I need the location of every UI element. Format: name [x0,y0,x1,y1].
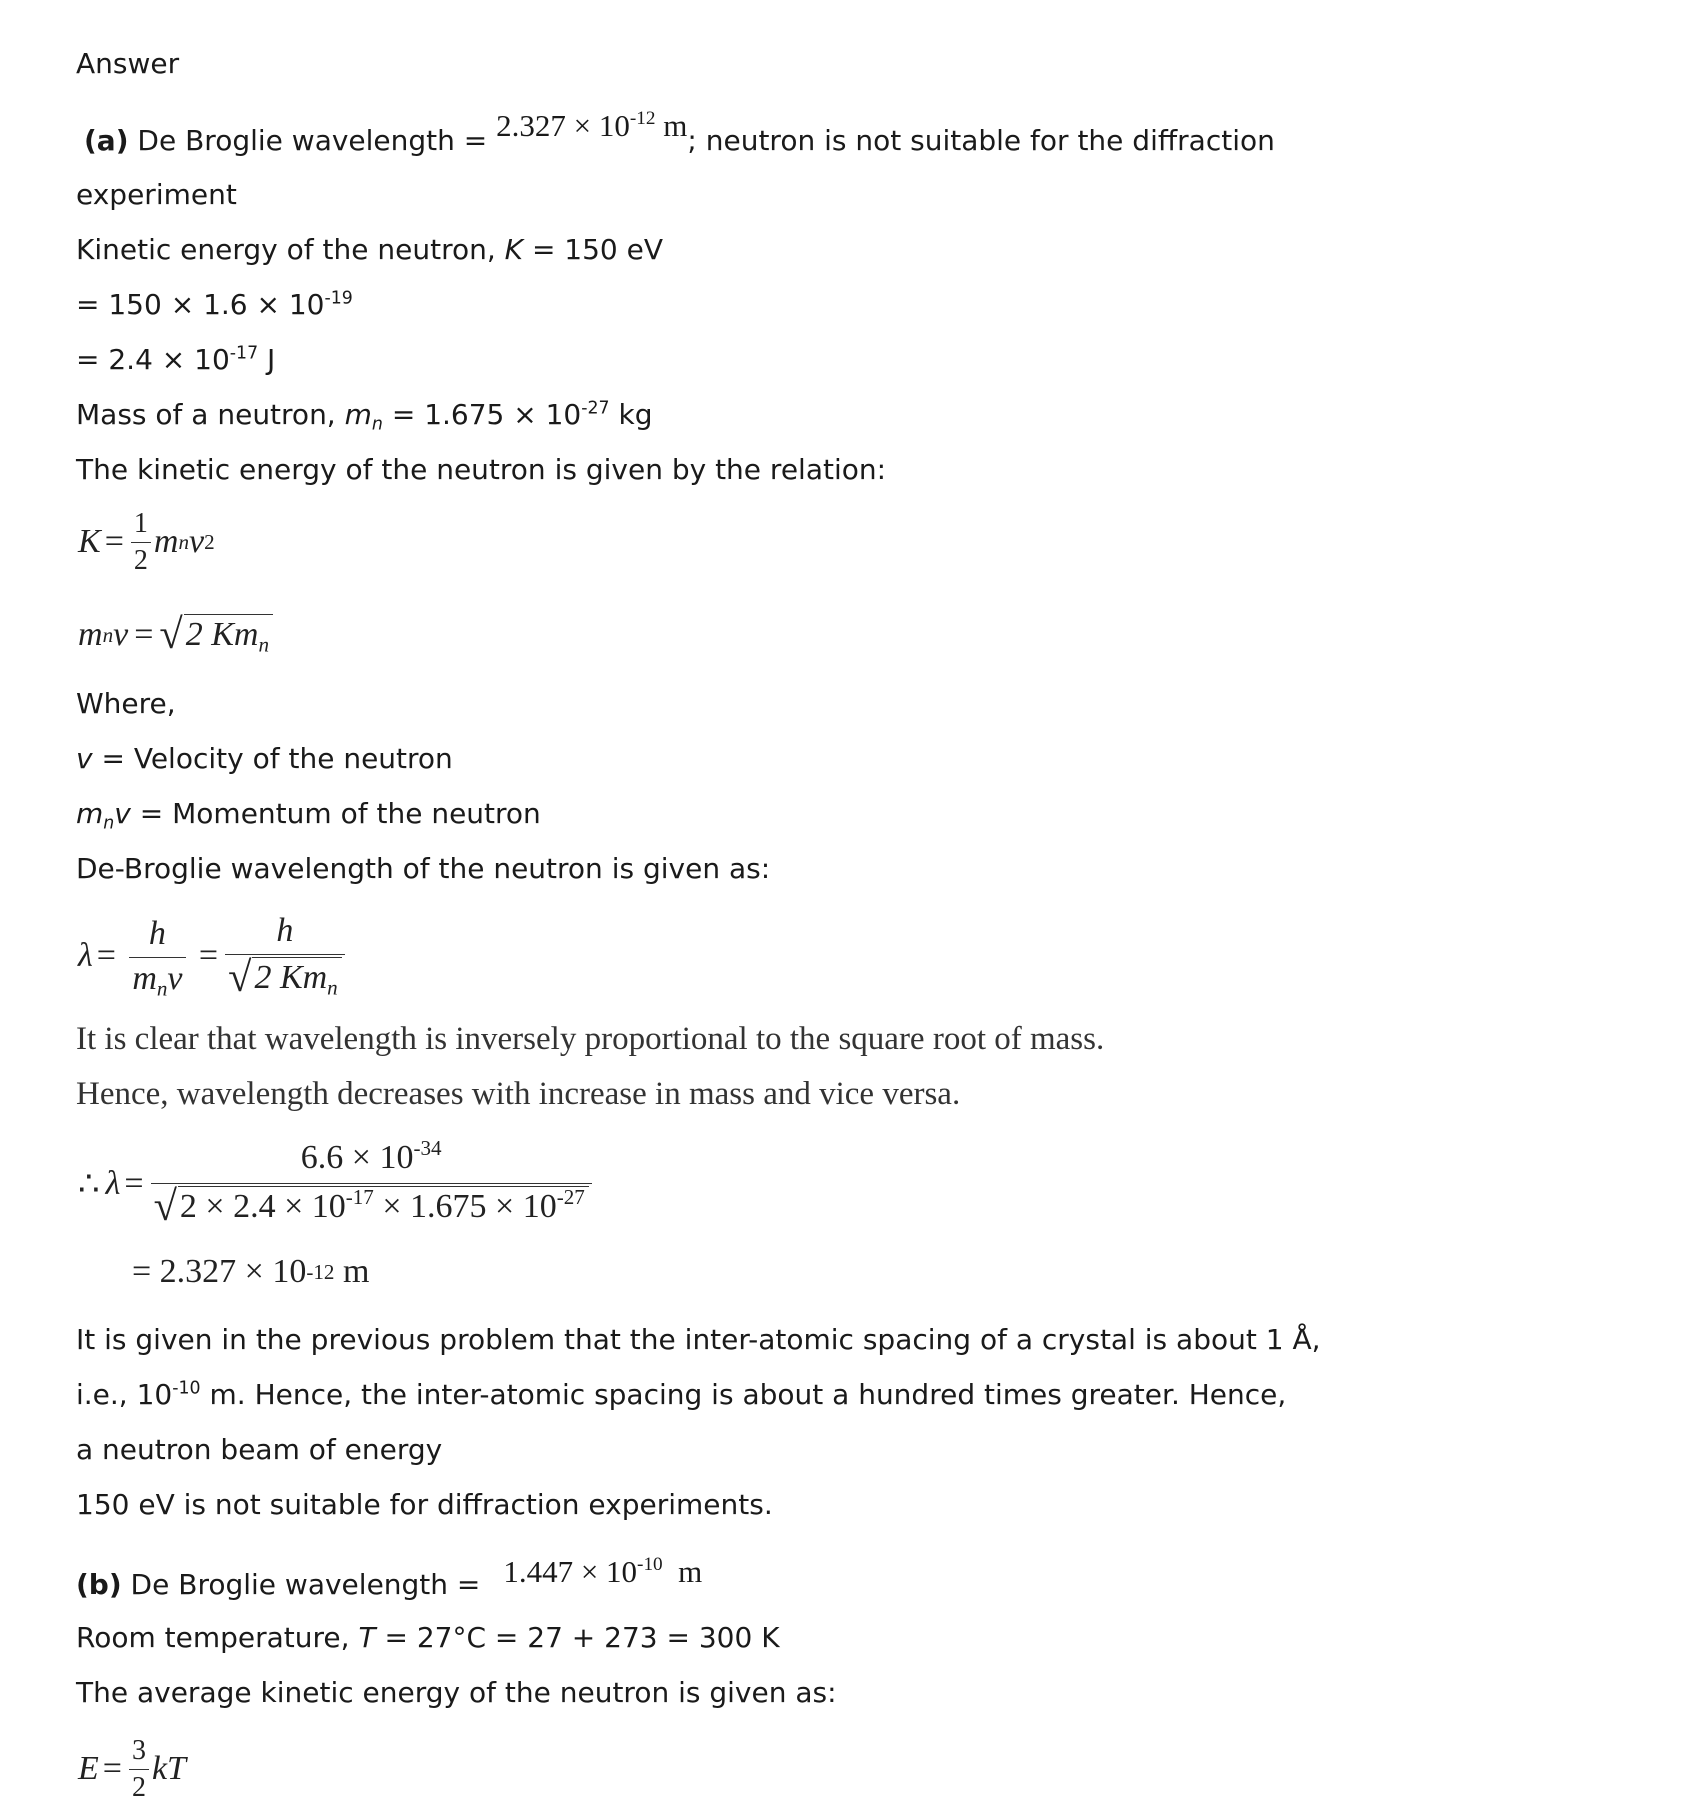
room-temperature-line: Room temperature, T = 27°C = 27 + 273 = 300 K [76,1621,780,1654]
velocity-definition: v = Velocity of the neutron [76,742,453,775]
part-a-wavelength-value: $2.327 \times 10^{-12}$ m [496,108,688,143]
momentum-definition: $m_nv$ = Momentum of the neutron [76,797,541,834]
calculation-result: = 2.327 × 10 -12 m [132,1253,370,1290]
inverse-proportion-note: It is clear that wavelength is inversely proportional to the square root of mass. [76,1021,1105,1057]
answer-heading: Answer [76,47,180,80]
ke-step1: = $150 \times 1.6 \times 10^{-19}$ [76,288,353,321]
hence-note: Hence, wavelength decreases with increase in mass and vice versa. [76,1076,961,1112]
where-label: Where, [76,687,176,720]
part-b-wavelength-label: De Broglie wavelength = [130,1568,481,1601]
part-a-conclusion-cont: experiment [76,178,237,211]
wavelength-intro: De-Broglie wavelength of the neutron is given as: [76,852,771,885]
spacing-paragraph-2: i.e., $10^{-10}$ m. Hence, the inter-atomic spacing is about a hundred times greater. Hence, [76,1378,1287,1411]
ke-line: Kinetic energy of the neutron, K = 150 eV [76,233,664,266]
equation-calculation: ∴ λ = $6.6 \times 10^{-34}$ √ $2 \times 2.4 \times 10^{-17} \times 1.675 \times 10^{-27}$ [78,1130,595,1238]
part-a-conclusion: ; neutron is not suitable for the diffraction [687,124,1275,157]
part-b-line [76,1554,703,1603]
relation-intro: The kinetic energy of the neutron is given by the relation: [76,453,887,486]
equation-average-ke: E = $\frac{3}{2}$ kT [78,1734,186,1803]
part-a-wavelength-label: De Broglie wavelength = [137,124,488,157]
spacing-paragraph-4: 150 eV is not suitable for diffraction experiments. [76,1488,773,1521]
part-b-wavelength-value: $1.447 \times 10^{-10}$ m [503,1554,703,1589]
part-a-line [84,108,1275,159]
ke-step2: = $2.4 \times 10^{-17}$ J [76,343,276,376]
part-b-label: (b) [76,1568,122,1601]
equation-de-broglie: λ = $\frac{h}{m_nv}$ = h √ 2 $Km_n$ [78,906,348,1006]
mass-line: Mass of a neutron, $m_n = 1.675 \times 10^{-27}$ kg [76,398,653,435]
spacing-paragraph-3: a neutron beam of energy [76,1433,443,1466]
part-a-label: (a) [84,124,129,157]
equation-kinetic-energy: K = $\frac{1}{2}$ m n v 2 [78,507,215,576]
spacing-paragraph-1: It is given in the previous problem that the inter-atomic spacing of a crystal is about 1 Å, [76,1323,1321,1356]
ke-symbol: K [504,233,524,266]
average-ke-intro: The average kinetic energy of the neutron is given as: [76,1676,837,1709]
equation-momentum: m n v = √ 2 $Km_n$ [78,610,273,660]
